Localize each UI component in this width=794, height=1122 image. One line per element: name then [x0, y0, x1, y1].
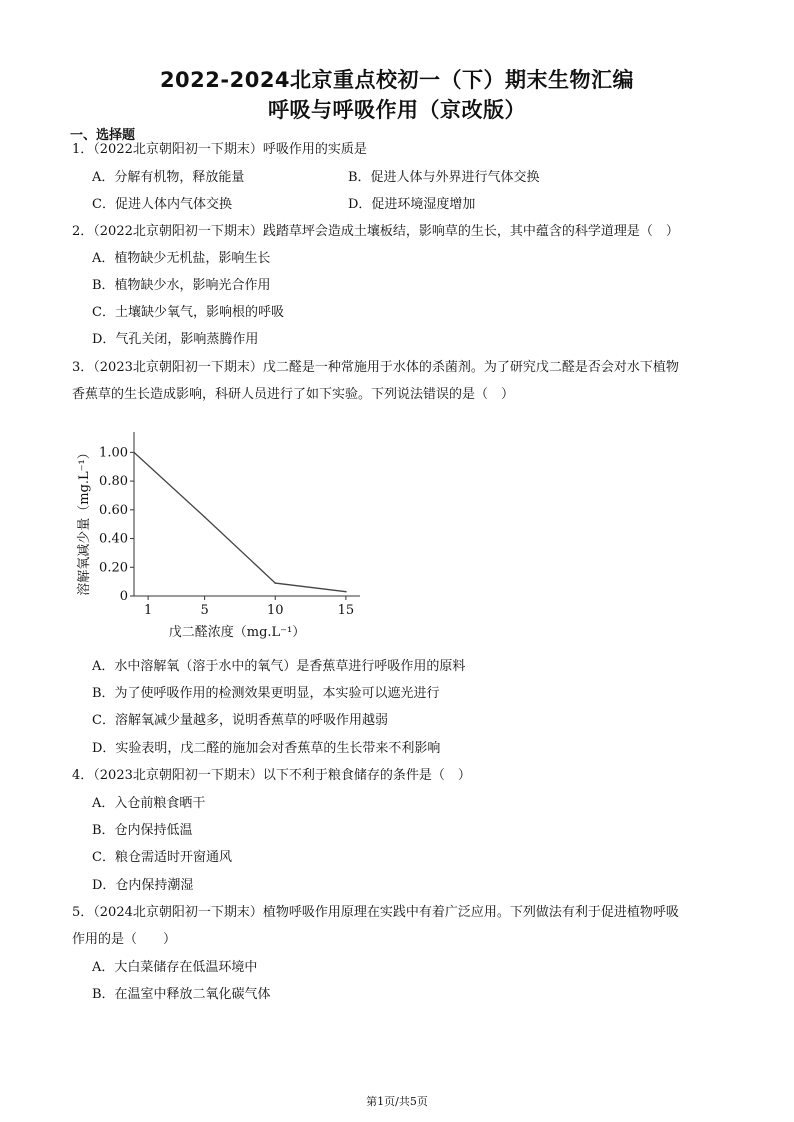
question-2-option-b: B．植物缺少水，影响光合作用 [92, 278, 271, 293]
x-axis-label: 戊二醛浓度（mg.L⁻¹） [168, 625, 306, 640]
question-4-option-d: D．仓内保持潮湿 [92, 878, 194, 893]
question-1-option-c: C．促进人体内气体交换 [92, 197, 232, 212]
data-point [274, 582, 276, 584]
question-5-stem-line1: 5．（2024北京朝阳初一下期末）植物呼吸作用原理在实践中有着广泛应用。下列做法有利于促进植物呼吸 [72, 905, 679, 920]
question-2-option-c: C．土壤缺少氧气，影响根的呼吸 [92, 305, 284, 320]
data-point [345, 591, 347, 593]
x-tick-label: 1 [143, 603, 153, 618]
question-5-option-a: A．大白菜储存在低温环境中 [92, 960, 258, 975]
question-3-option-d: D．实验表明，戊二醛的施加会对香蕉草的生长带来不利影响 [92, 741, 441, 756]
question-3-option-c: C．溶解氧减少量越多，说明香蕉草的呼吸作用越弱 [92, 713, 388, 728]
question-1-option-a: A．分解有机物，释放能量 [92, 170, 245, 185]
document-title: 2022-2024北京重点校初一（下）期末生物汇编 [159, 68, 635, 92]
question-4-option-b: B．仓内保持低温 [92, 823, 193, 838]
question-1-option-b: B．促进人体与外界进行气体交换 [348, 170, 540, 185]
question-1-stem: 1．（2022北京朝阳初一下期末）呼吸作用的实质是 [72, 142, 367, 157]
question-1-option-d: D．促进环境湿度增加 [348, 197, 476, 212]
series-line [134, 452, 346, 591]
y-tick-label: 0.40 [99, 531, 128, 547]
y-tick-label: 0 [119, 589, 128, 604]
page-footer: 第1页/共5页 [366, 1095, 428, 1108]
question-5-stem-line2: 作用的是（ ） [72, 932, 177, 947]
question-2-stem: 2．（2022北京朝阳初一下期末）践踏草坪会造成土壤板结，影响草的生长，其中蕴含的科学道理是（ ） [72, 224, 679, 239]
y-tick-label: 0.80 [99, 474, 128, 490]
question-4-option-c: C．粮仓需适时开窗通风 [92, 850, 232, 865]
question-3-stem-line1: 3．（2023北京朝阳初一下期末）戊二醛是一种常施用于水体的杀菌剂。为了研究戊二醛是否会对水下植物 [72, 360, 679, 375]
question-3-stem-line2: 香蕉草的生长造成影响，科研人员进行了如下实验。下列说法错误的是（ ） [72, 387, 515, 402]
data-point [204, 516, 206, 518]
question-2-option-d: D．气孔关闭，影响蒸腾作用 [92, 332, 259, 347]
y-axis-label: 溶解氧减少量（mg.L⁻¹） [77, 446, 92, 596]
document-subtitle: 呼吸与呼吸作用（京改版） [268, 98, 526, 122]
question-3-option-b: B．为了使呼吸作用的检测效果更明显，本实验可以遮光进行 [92, 686, 440, 701]
y-tick-label: 0.20 [99, 560, 128, 576]
question-5-option-b: B．在温室中释放二氧化碳气体 [92, 987, 271, 1002]
question-2-option-a: A．植物缺少无机盐，影响生长 [92, 251, 271, 266]
data-point [133, 452, 135, 454]
x-tick-label: 15 [337, 603, 355, 618]
line-chart [60, 418, 380, 648]
question-4-stem: 4．（2023北京朝阳初一下期末）以下不利于粮食储存的条件是（ ） [72, 768, 471, 783]
y-tick-label: 0.60 [99, 502, 128, 518]
x-tick-label: 5 [200, 603, 209, 618]
section-heading: 一、选择题 [70, 128, 136, 143]
x-tick-label: 10 [266, 603, 284, 618]
question-4-option-a: A．入仓前粮食晒干 [92, 796, 206, 811]
question-3-option-a: A．水中溶解氧（溶于水中的氧气）是香蕉草进行呼吸作用的原料 [92, 659, 466, 674]
y-tick-label: 1.00 [99, 445, 128, 461]
